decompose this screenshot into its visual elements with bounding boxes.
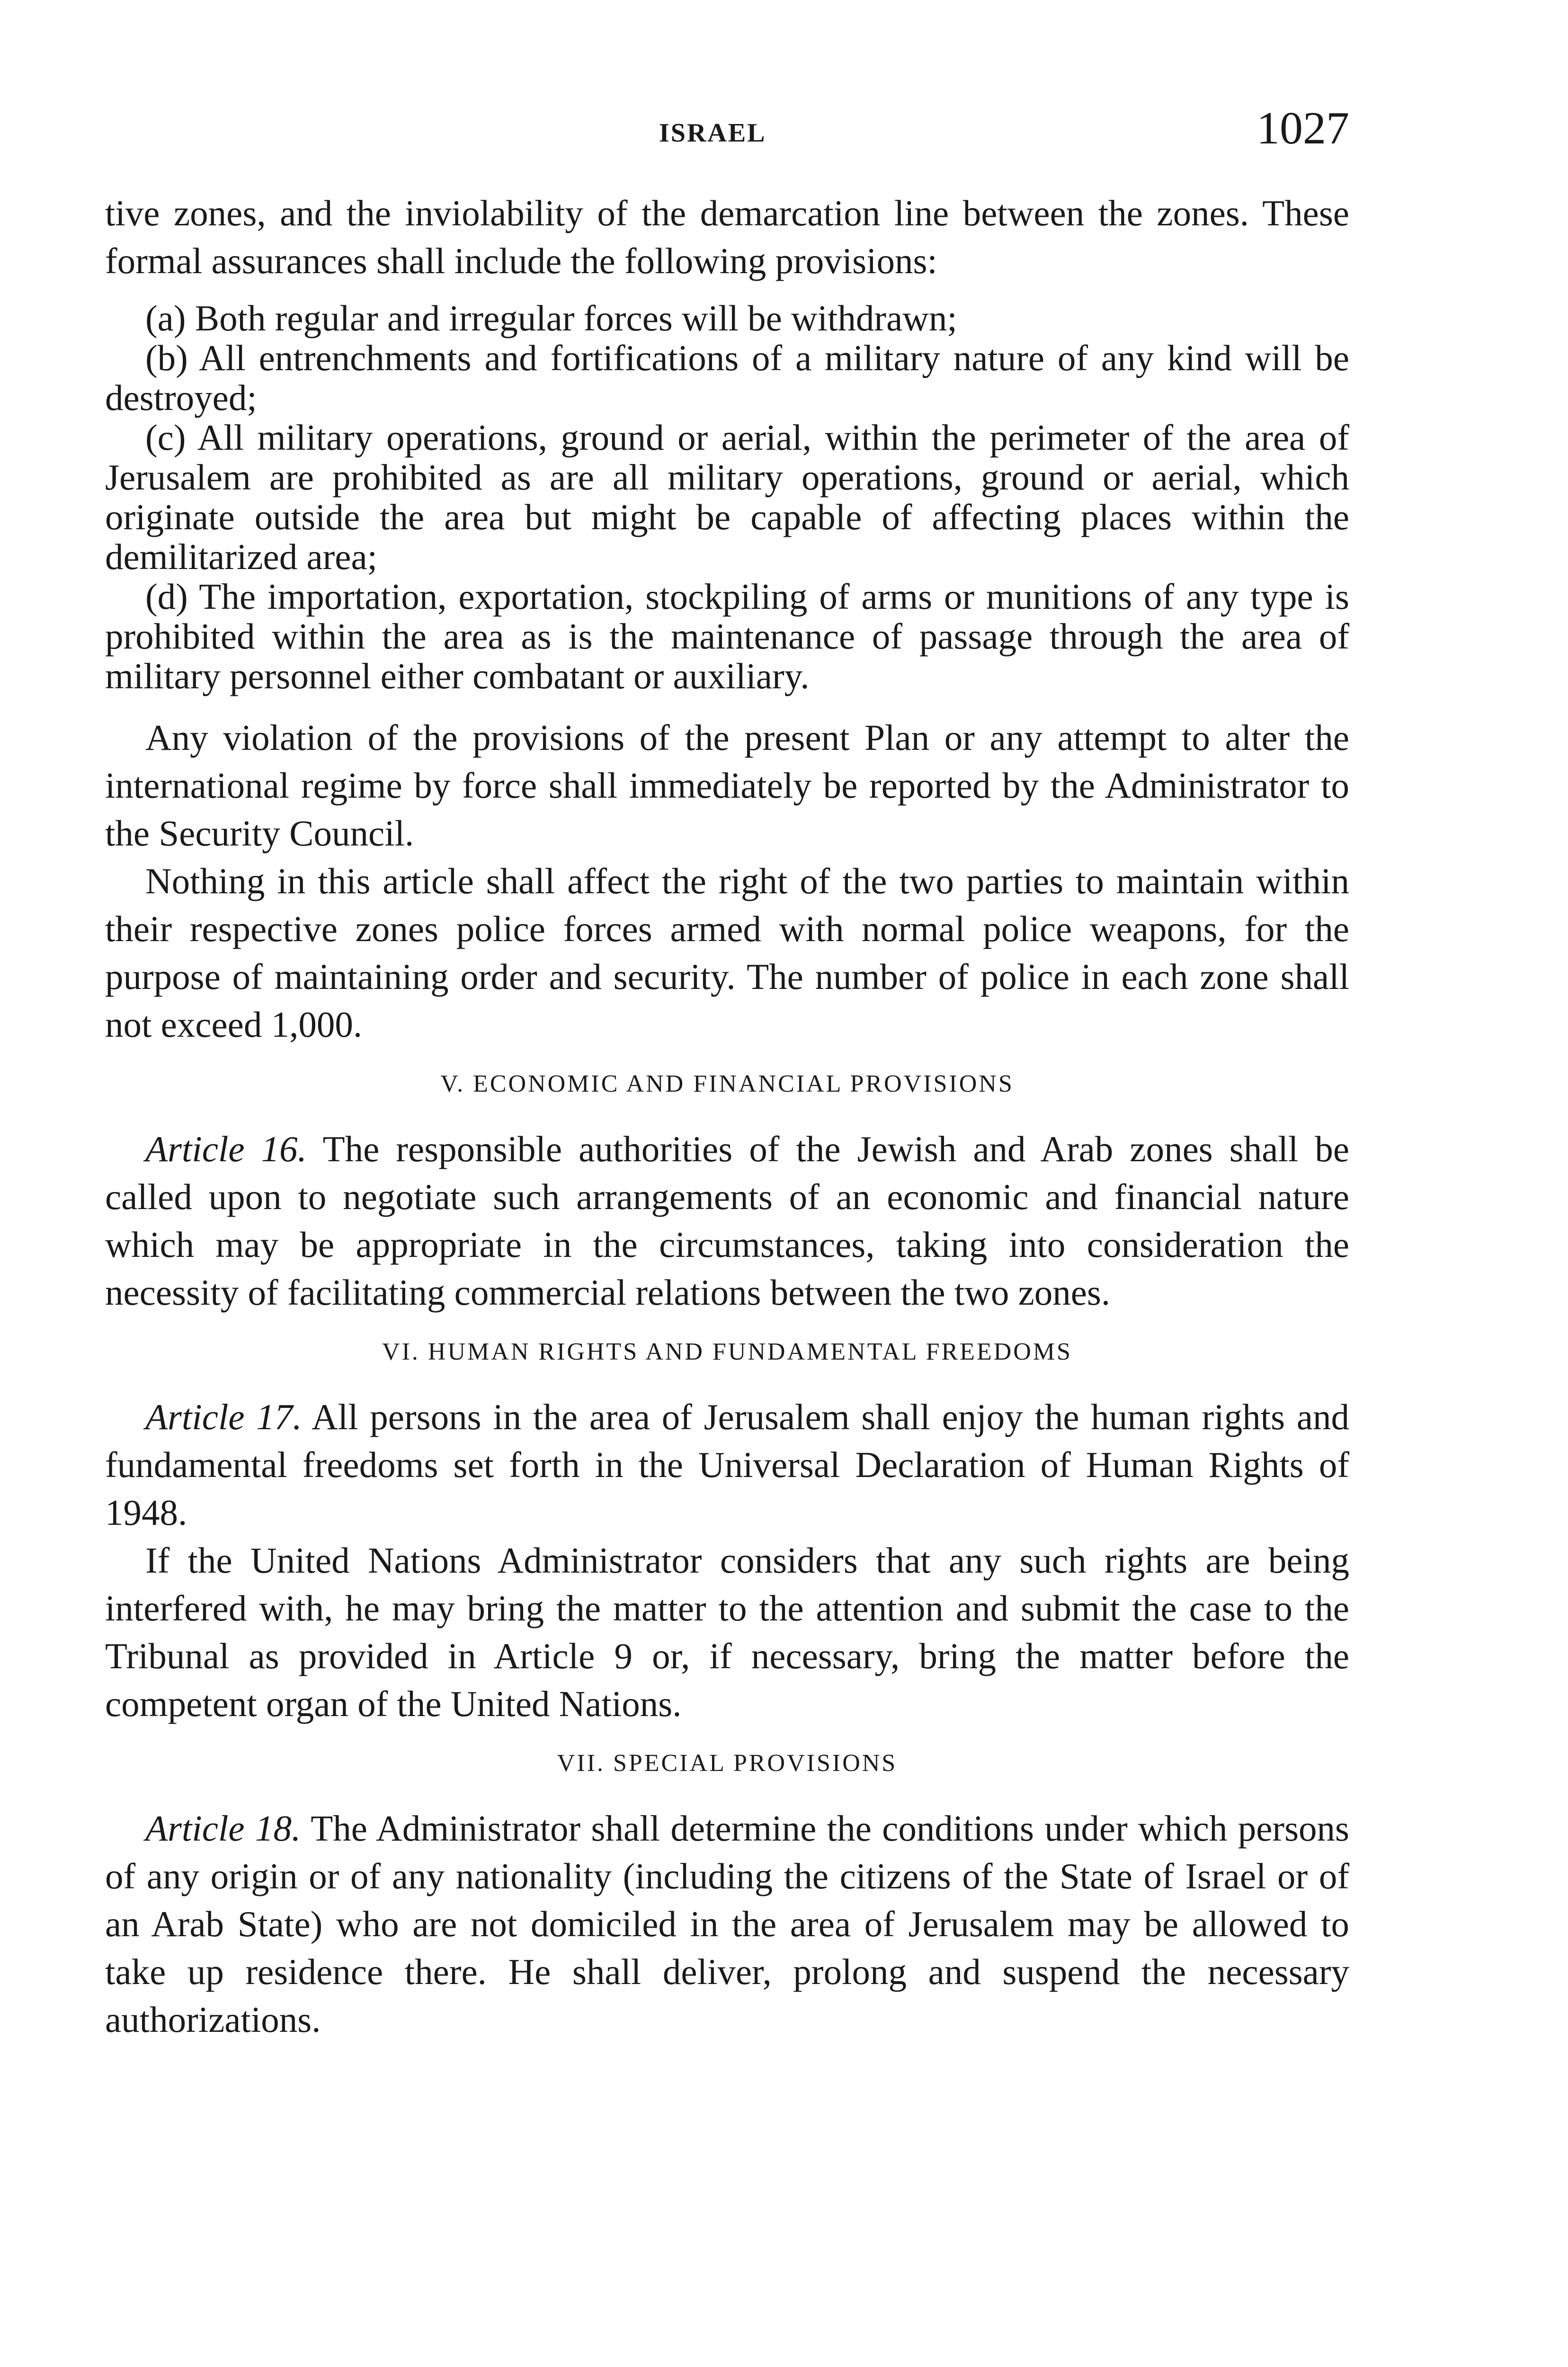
paragraph-continued: tive zones, and the inviolability of the demarcation line between the zones. These formal assurances shall include the following provisions:: [105, 193, 1349, 281]
article-17-text: All persons in the area of Jerusalem shall enjoy the human rights and fundamental freedoms set forth in the Universal Declaration of Human Rights of 1948.: [105, 1397, 1349, 1533]
body-text: [105, 189, 1349, 2044]
section-heading-v: V. ECONOMIC AND FINANCIAL PROVISIONS: [440, 1070, 1014, 1097]
article-16-label: Article 16.: [145, 1129, 307, 1169]
article-17-label: Article 17.: [145, 1397, 302, 1437]
provision-b: (b) All entrenchments and fortifications of a military nature of any kind will be destroyed;: [105, 338, 1349, 418]
article-17-paragraph-2: If the United Nations Administrator considers that any such rights are being interfered with, he may bring the matter to the attention and submit the case to the Tribunal as provided in Article 9 or, if necessary, bring the matter before the competent organ of the United Nations.: [105, 1540, 1349, 1724]
article-16: [105, 1125, 1349, 1317]
article-18-text: The Administrator shall determine the conditions under which persons of any origin or of any nationality (including the citizens of the State of Israel or of an Arab State) who are not domiciled in the area of Jerusalem may be allowed to take up residence there. He shall deliver, prolong and suspend the necessary authorizations.: [105, 1808, 1349, 2040]
article-18-label: Article 18.: [145, 1808, 301, 1849]
article-18: [105, 1805, 1349, 2044]
running-head: ISRAEL: [659, 118, 766, 148]
paragraph-violation: Any violation of the provisions of the present Plan or any attempt to alter the international regime by force shall immediately be reported by the Administrator to the Security Council.: [105, 717, 1349, 854]
provision-c: (c) All military operations, ground or aerial, within the perimeter of the area of Jerusalem are prohibited as are all military operations, ground or aerial, which originate outside the area but might be capable of affecting places within the demilitarized area;: [105, 417, 1349, 577]
article-16-text: The responsible authorities of the Jewish and Arab zones shall be called upon to negotiate such arrangements of an economic and financial nature which may be appropriate in the circumstances, taking into consideration the necessity of facilitating commercial relations between the two zones.: [105, 1129, 1349, 1313]
provision-a: (a) Both regular and irregular forces will be withdrawn;: [145, 298, 957, 338]
section-heading-vii: VII. SPECIAL PROVISIONS: [557, 1750, 898, 1777]
page-header: [105, 102, 1349, 154]
page-number: 1027: [1256, 103, 1349, 154]
paragraph-police: Nothing in this article shall affect the right of the two parties to maintain within their respective zones police forces armed with normal police weapons, for the purpose of maintaining order and security. The number of police in each zone shall not exceed 1,000.: [105, 861, 1349, 1045]
section-heading-vi: VI. HUMAN RIGHTS AND FUNDAMENTAL FREEDOMS: [382, 1338, 1072, 1365]
provision-d: (d) The importation, exportation, stockpiling of arms or munitions of any type is prohibited within the area as is the maintenance of passage through the area of military personnel either combatant or auxiliary.: [105, 576, 1349, 696]
provisions-list: [105, 298, 1349, 696]
article-17: [105, 1393, 1349, 1537]
